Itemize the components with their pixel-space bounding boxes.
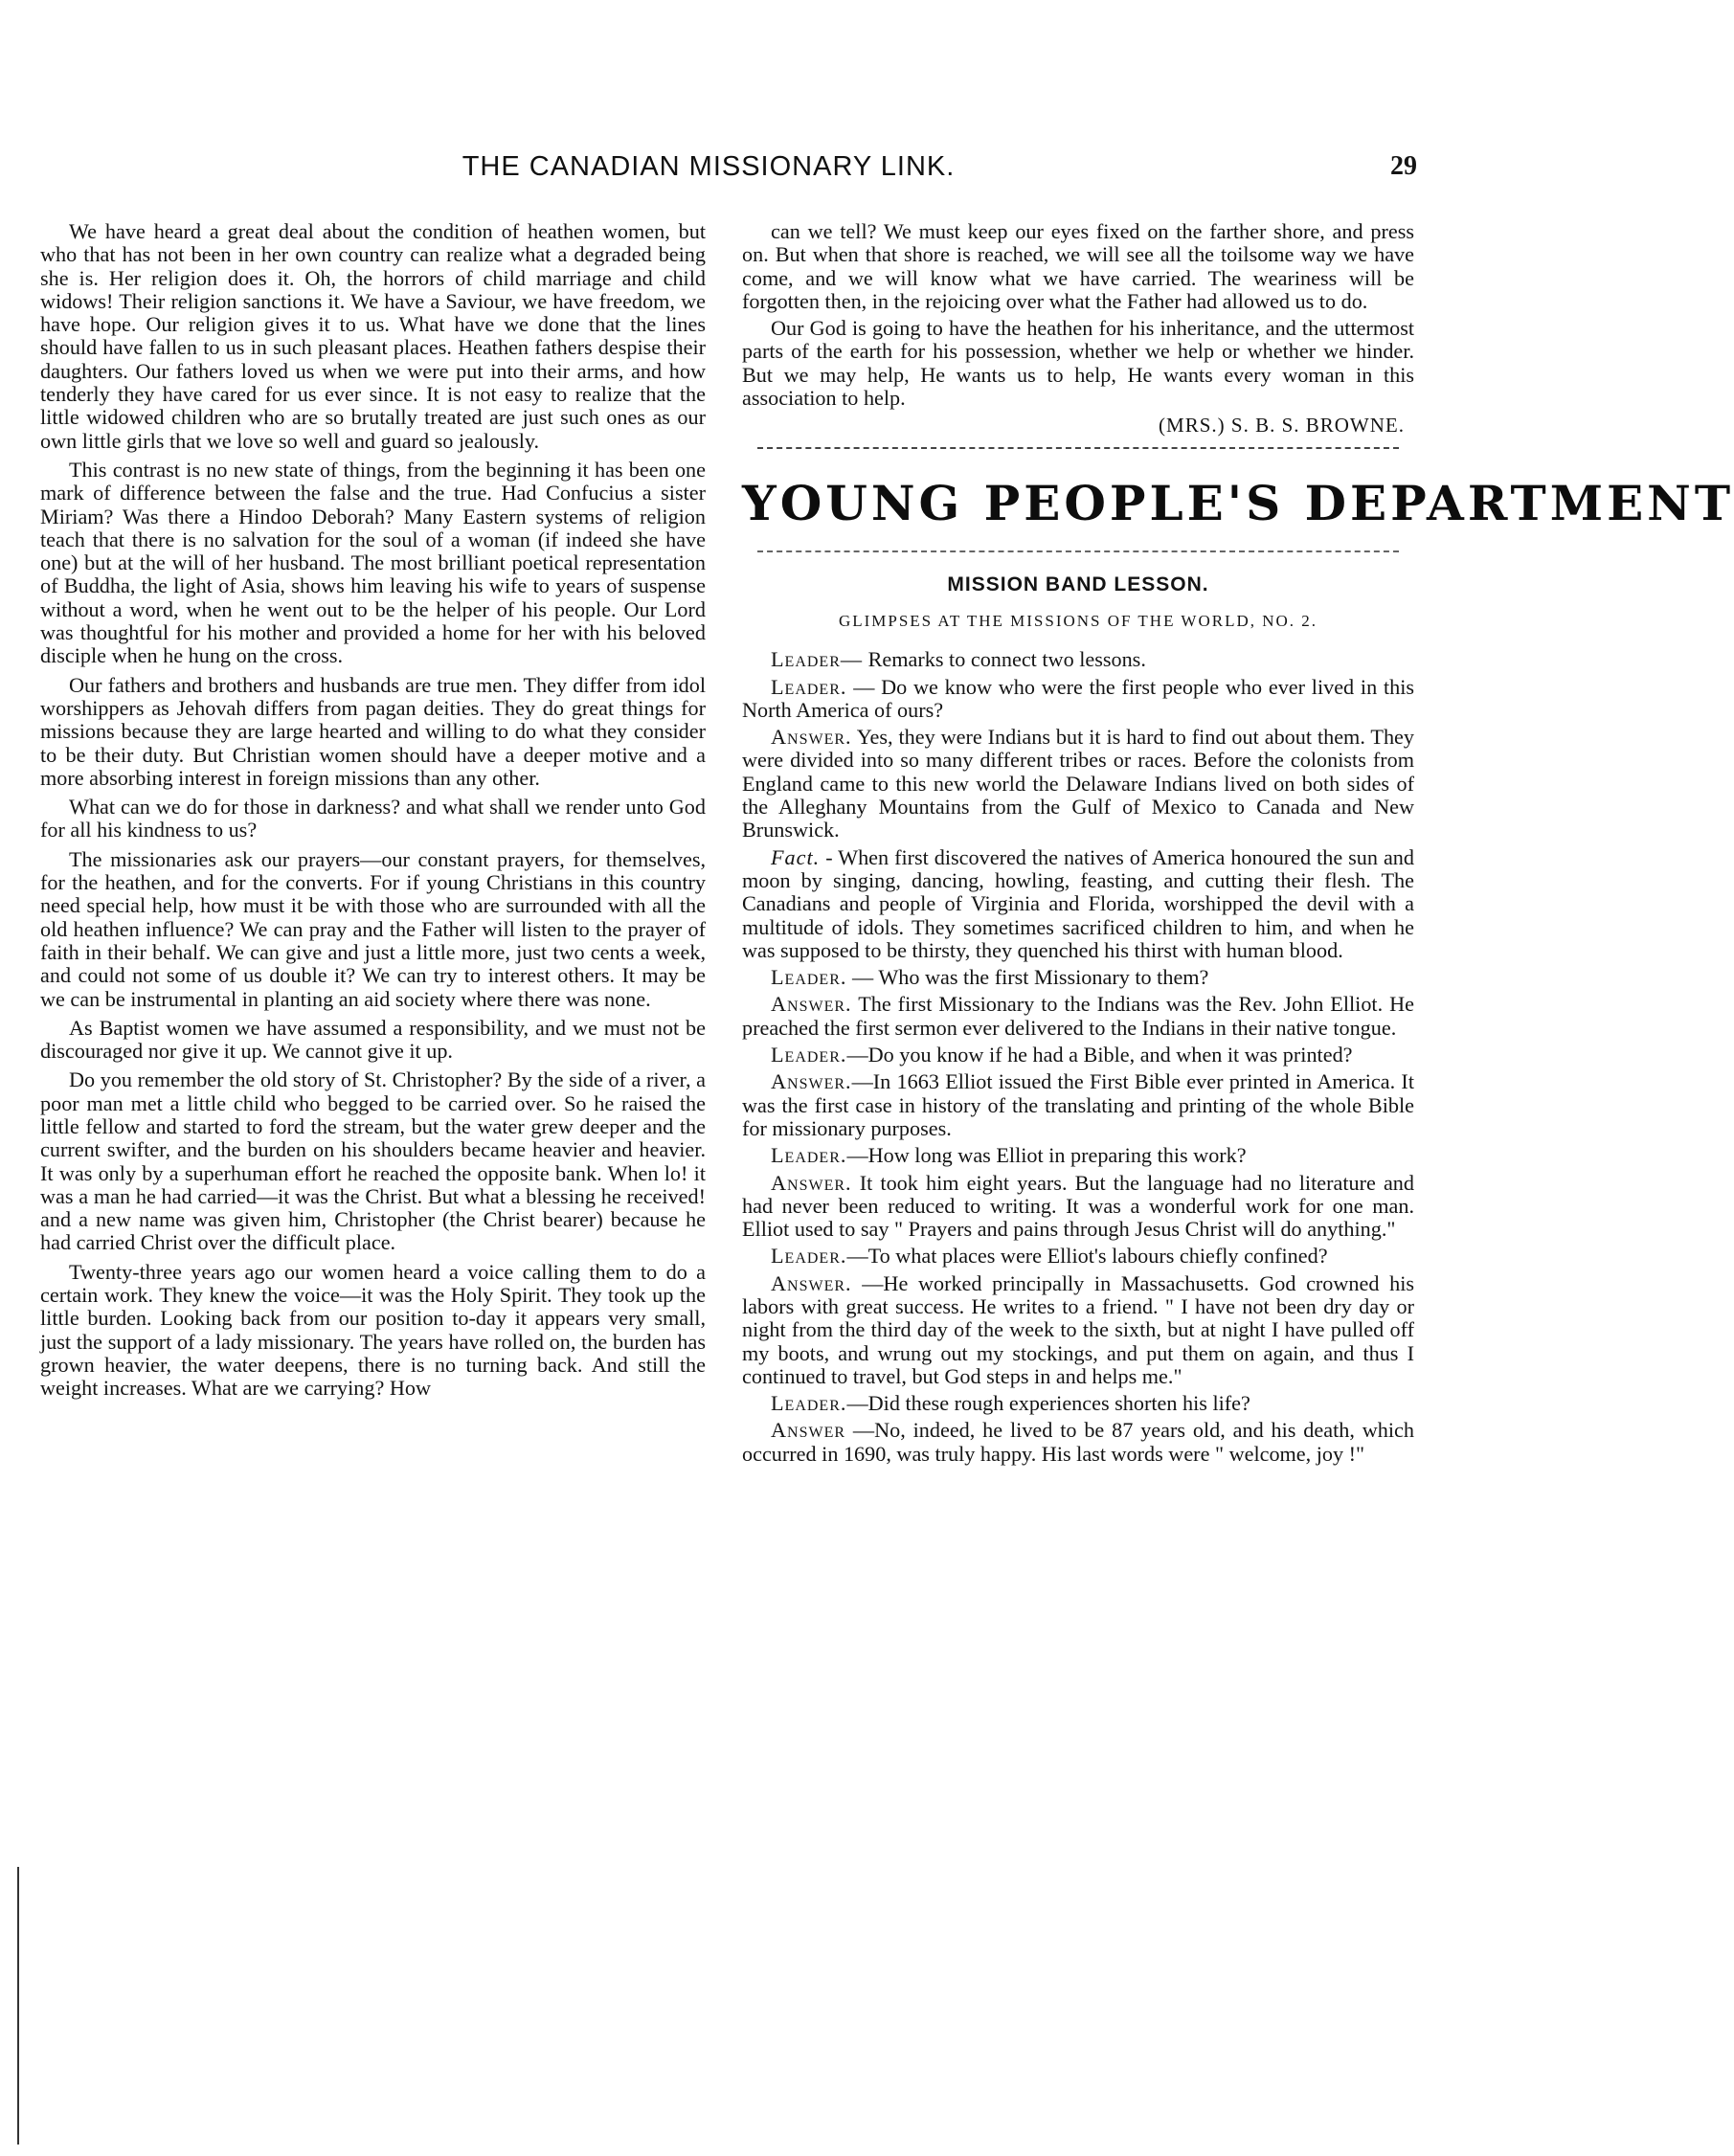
dialogue-text: —Did these rough experiences shorten his life? (846, 1391, 1250, 1416)
dialogue-line (742, 676, 1414, 723)
paragraph: Our God is going to have the heathen for his inheritance, and the uttermost parts of the earth for his possession, whether we help or whether we hinder. But we may help, He wants us to help, He wants every woman in this association to help. (742, 316, 1414, 411)
speaker-label: Leader. (771, 965, 847, 990)
dialogue-line (742, 1392, 1414, 1415)
dialogue-line (742, 1419, 1414, 1466)
dialogue-line (742, 1044, 1414, 1067)
lesson-subtitle: GLIMPSES AT THE MISSIONS OF THE WORLD, NO. 2. (838, 611, 1318, 630)
paragraph: This contrast is no new state of things, from the beginning it has been one mark of difference between the false and the true. Had Confucius a sister Miriam? Was there a Hindoo Deborah? Many Eastern systems of religion teach that there is no salvation for the soul of a woman (if indeed she have one) but at the will of her husband. The most brilliant poetical representation of Buddha, the light of Asia, shows him leaving his wife to years of suspense without a word, when he went out to be the helper of his people. Our Lord was thoughtful for his mother and provided a home for her with his beloved disciple when he hung on the cross. (40, 457, 706, 668)
dialogue-text: —No, indeed, he lived to be 87 years old, and his death, which occurred in 1690, was truly happy. His last words were " welcome, joy !" (742, 1418, 1414, 1466)
section-rule-top (757, 447, 1399, 449)
page-number: 29 (1390, 151, 1417, 181)
section-rule-bottom (757, 550, 1399, 552)
dialogue-text: Yes, they were Indians but it is hard to find out about them. They were divided into so many different tribes or races. Before the colonists from England came to this new world the Delaware Indians lived on both sides of the Alleghany Mountains from the Gulf of Mexico to Canada and New Brunswick. (742, 725, 1414, 842)
dialogue-line (742, 1272, 1414, 1388)
speaker-label: Leader. (771, 1043, 847, 1067)
lesson-title: MISSION BAND LESSON. (947, 573, 1209, 595)
speaker-label: Answer. (771, 1069, 852, 1094)
speaker-label: Fact. (771, 844, 821, 869)
dialogue-text: The first Missionary to the Indians was the Rev. John Elliot. He preached the first sermon ever delivered to the Indians in their native tongue. (742, 992, 1414, 1040)
right-column (742, 219, 1734, 1470)
left-column (40, 220, 706, 1406)
speaker-label: Answer. (771, 1270, 852, 1295)
paragraph: Twenty-three years ago our women heard a voice calling them to do a certain work. They knew the voice—it was the Holy Spirit. They took up the little burden. Looking back from our position to-day it appears very small, just the support of a lady missionary. The years have rolled on, the burden has grown heavier, the water deepens, there is no turning back. And still the weight increases. What are we carrying? How (40, 1259, 706, 1401)
signature: (MRS.) S. B. S. BROWNE. (1159, 414, 1405, 438)
dialogue-text: —He worked principally in Massachusetts. God crowned his labors with great success. He writes to a friend. " I have not been dry day or night from the third day of the week to the sixth, but at night I have pulled off my boots, and wrung out my stockings, and put them on again, and thus I continued to travel, but God steps in and helps me." (742, 1270, 1415, 1388)
dialogue-text: —In 1663 Elliot issued the First Bible ever printed in America. It was the first case in history of the translating and printing of the whole Bible for missionary purposes. (742, 1069, 1414, 1140)
dialogue-text: —How long was Elliot in preparing this work? (846, 1143, 1247, 1168)
dialogue-line (742, 726, 1414, 842)
dialogue-text: Remarks to connect two lessons. (867, 647, 1146, 672)
speaker-label: Answer. (771, 992, 852, 1017)
dialogue-text: — Do we know who were the first people who ever lived in this North America of ours? (742, 674, 1414, 722)
dialogue-text: —Do you know if he had a Bible, and when it was printed? (846, 1043, 1353, 1067)
speaker-label: Leader— (771, 647, 864, 672)
dialogue-line (742, 1172, 1414, 1242)
paragraph: can we tell? We must keep our eyes fixed on the farther shore, and press on. But when that shore is reached, we will see all the toilsome way we have come, and we will know what we have carried. The weariness will be forgotten then, in the rejoicing over what the Father had allowed us to do. (742, 219, 1414, 313)
paragraph: Our fathers and brothers and husbands are true men. They differ from idol worshippers as Jehovah differs from pagan deities. They do great things for missions because they are large hearted and willing to do what they consider to be their duty. But Christian women should have a deeper motive and a more absorbing interest in foreign missions than any other. (40, 672, 706, 790)
speaker-label: Leader. (771, 1391, 847, 1416)
department-title: YOUNG PEOPLE'S DEPARTMENT (742, 474, 1734, 531)
dialogue-line (742, 648, 1414, 671)
speaker-label: Answer. (771, 1170, 852, 1195)
dialogue-line (742, 1245, 1414, 1268)
dialogue-text: - When first discovered the natives of America honoured the sun and moon by singing, dancing, howling, feasting, and cutting their flesh. The Canadians and people of Virginia and Florida, worshipped the devil with a multitude of idols. They sometimes sacrificed children to him, and when he was supposed to be thirsty, they quenched his thirst with human blood. (742, 844, 1414, 962)
paragraph: The missionaries ask our prayers—our constant prayers, for themselves, for the heathen, and for the converts. For if young Christians in this country need special help, how must it be with those who are surrounded with all the old heathen influence? We can pray and the Father will listen to the prayer of faith in their behalf. We can give and just a little more, just two cents a week, and could not some of us double it? We can try to interest others. It may be we can be instrumental in planting an aid society where there was none. (40, 846, 706, 1011)
paragraph: What can we do for those in darkness? and what shall we render unto God for all his kindness to us? (40, 795, 706, 842)
running-title: THE CANADIAN MISSIONARY LINK. (462, 151, 956, 182)
speaker-label: Leader. (771, 1244, 847, 1269)
dialogue-line (742, 1070, 1414, 1140)
dialogue-line (742, 846, 1414, 962)
margin-rule (17, 1867, 19, 2145)
dialogue-text: It took him eight years. But the language had no literature and had never been reduced to writing. It was a wonderful work for one man. Elliot used to say " Prayers and pains through Jesus Christ will do anything." (742, 1170, 1414, 1242)
speaker-label: Answer. (771, 725, 852, 750)
dialogue-text: — Who was the first Missionary to them? (851, 965, 1209, 990)
speaker-label: Leader. (771, 1143, 847, 1168)
dialogue-text: —To what places were Elliot's labours chiefly confined? (846, 1244, 1328, 1269)
speaker-label: Answer (771, 1418, 846, 1443)
speaker-label: Leader. (771, 674, 847, 699)
paragraph: Do you remember the old story of St. Christopher? By the side of a river, a poor man met a little child who begged to be carried over. So he raised the little fellow and started to ford the stream, but the water grew deeper and the current swifter, and the burden on his shoulders became heavier and heavier. It was only by a superhuman effort he reached the opposite bank. When lo! it was a man he had carried—it was the Christ. But what a blessing he received! and a new name was given him, Christopher (the Christ bearer) because he had carried Christ over the difficult place. (40, 1067, 706, 1255)
dialogue-line (742, 966, 1414, 989)
paragraph: As Baptist women we have assumed a responsibility, and we must not be discouraged nor give it up. We cannot give it up. (40, 1015, 706, 1064)
page-header (0, 151, 1451, 190)
dialogue-line (742, 1144, 1414, 1167)
dialogue-line (742, 993, 1414, 1040)
paragraph: We have heard a great deal about the condition of heathen women, but who that has not been in her own country can realize what a degraded being she is. Her religion does it. Oh, the horrors of child marriage and child widows! Their religion sanctions it. We have a Saviour, we have freedom, we have hope. Our religion gives it to us. What have we done that the lines should have fallen to us in such pleasant places. Heathen fathers despise their daughters. Our fathers loved us when we were put into their arms, and how tenderly they have cared for us ever since. It is not easy to realize that the little widowed children who are so brutally treated are just such ones as our own little girls that we love so well and guard so jealously. (40, 219, 706, 453)
